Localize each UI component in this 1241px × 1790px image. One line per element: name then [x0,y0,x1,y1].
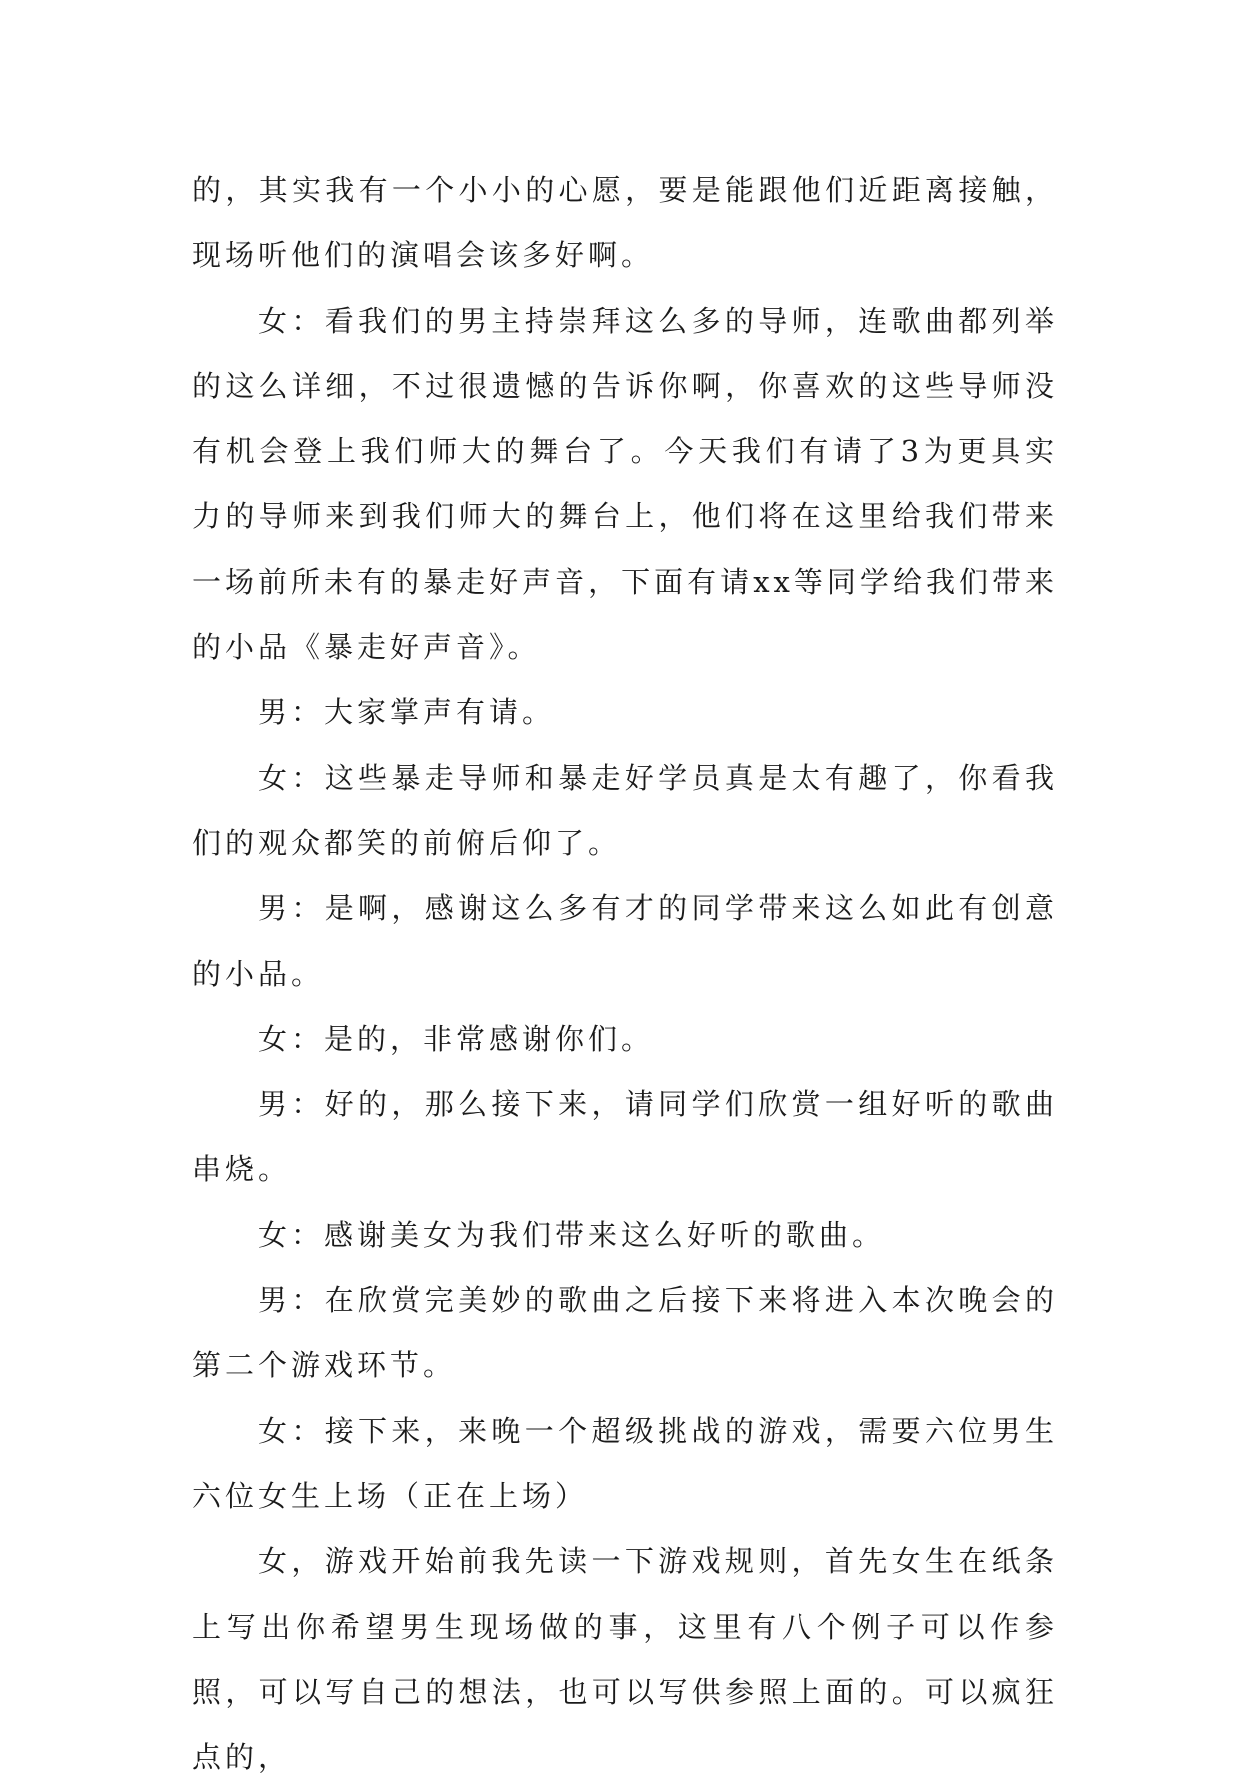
paragraph: 女：感谢美女为我们带来这么好听的歌曲。 [258,1217,886,1252]
paragraph: 男：好的，那么接下来，请同学们欣赏一组好听的歌曲串烧。 [192,1087,1058,1187]
paragraph: 女：是的，非常感谢你们。 [258,1021,655,1056]
paragraph: 的，其实我有一个小小的心愿，要是能跟他们近距离接触，现场听他们的演唱会该多好啊。 [192,173,1058,273]
paragraph: 女：看我们的男主持崇拜这么多的导师，连歌曲都列举的这么详细，不过很遗憾的告诉你啊，你喜欢的这些导师没有机会登上我们师大的舞台了。今天我们有请了3为更具实力的导师来到我们师大的舞台上，他们将在这里给我们带来一场前所未有的暴走好声音，下面有请xx等同学给我们带来的小品《暴走好声音》。 [192,303,1058,665]
paragraph: 男：是啊，感谢这么多有才的同学带来这么如此有创意的小品。 [192,891,1058,991]
paragraph: 女：接下来，来晚一个超级挑战的游戏，需要六位男生六位女生上场（正在上场） [192,1413,1058,1513]
document-body [192,158,1058,1790]
paragraph: 男：在欣赏完美妙的歌曲之后接下来将进入本次晚会的第二个游戏环节。 [192,1283,1058,1383]
paragraph: 女，游戏开始前我先读一下游戏规则，首先女生在纸条上写出你希望男生现场做的事，这里有八个例子可以作参照，可以写自己的想法，也可以写供参照上面的。可以疯狂点的， [192,1544,1058,1775]
paragraph: 女：这些暴走导师和暴走好学员真是太有趣了，你看我们的观众都笑的前俯后仰了。 [192,760,1058,860]
paragraph: 男：大家掌声有请。 [258,695,556,730]
